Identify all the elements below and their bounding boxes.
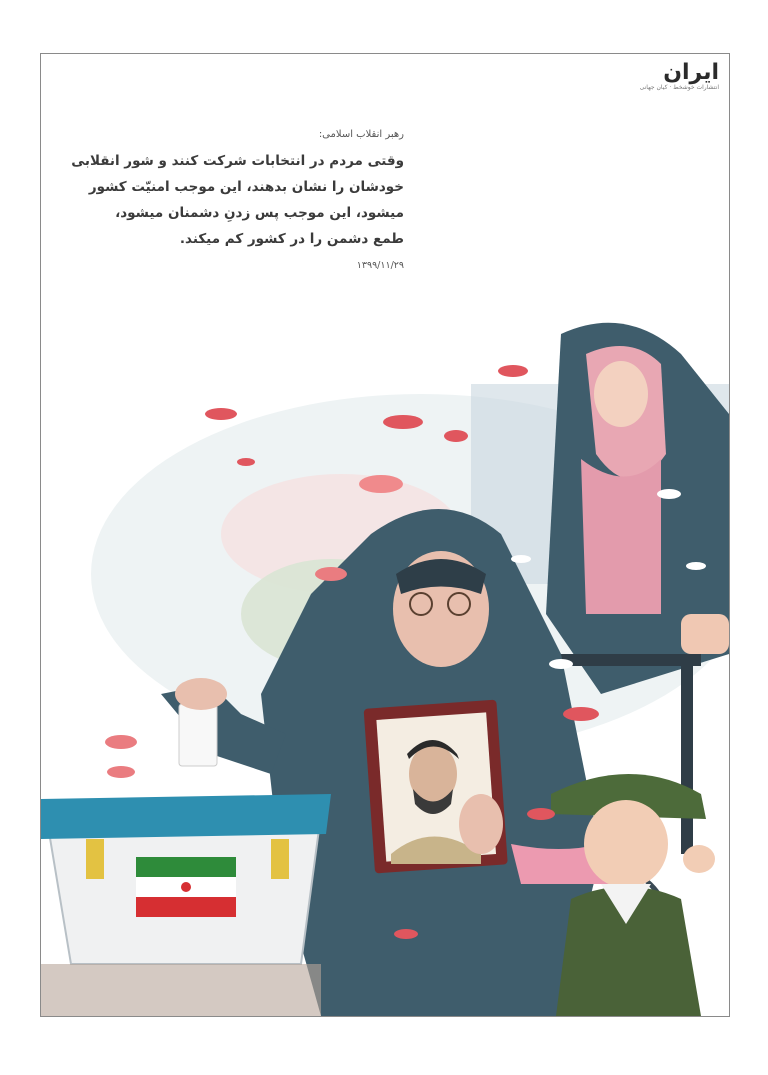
logo [637,62,719,98]
quote-source: رهبر انقلاب اسلامی: [318,129,404,140]
quote-line: طمع دشمن را در کشور کم میکند. [179,231,404,247]
quote-date: ۱۳۹۹/۱۱/۲۹ [356,260,404,271]
quote-line: میشود، این موجب پس زدنِ دشمنان میشود، [115,205,404,221]
young-woman [546,323,729,694]
iran-flag [136,857,236,917]
martyr-portrait [364,700,508,874]
logo-subtitle: انتشارات خوشخط · کیان جهانی [639,84,719,91]
quote-line: خودشان را نشان بدهند، این موجب امنیّت کشور [88,179,404,195]
logo-text: ایران [663,60,719,85]
poster [40,53,730,1017]
quote-line: وقتی مردم در انتخابات شرکت کنند و شور انقلابی [71,153,404,169]
quote-block [71,129,404,271]
